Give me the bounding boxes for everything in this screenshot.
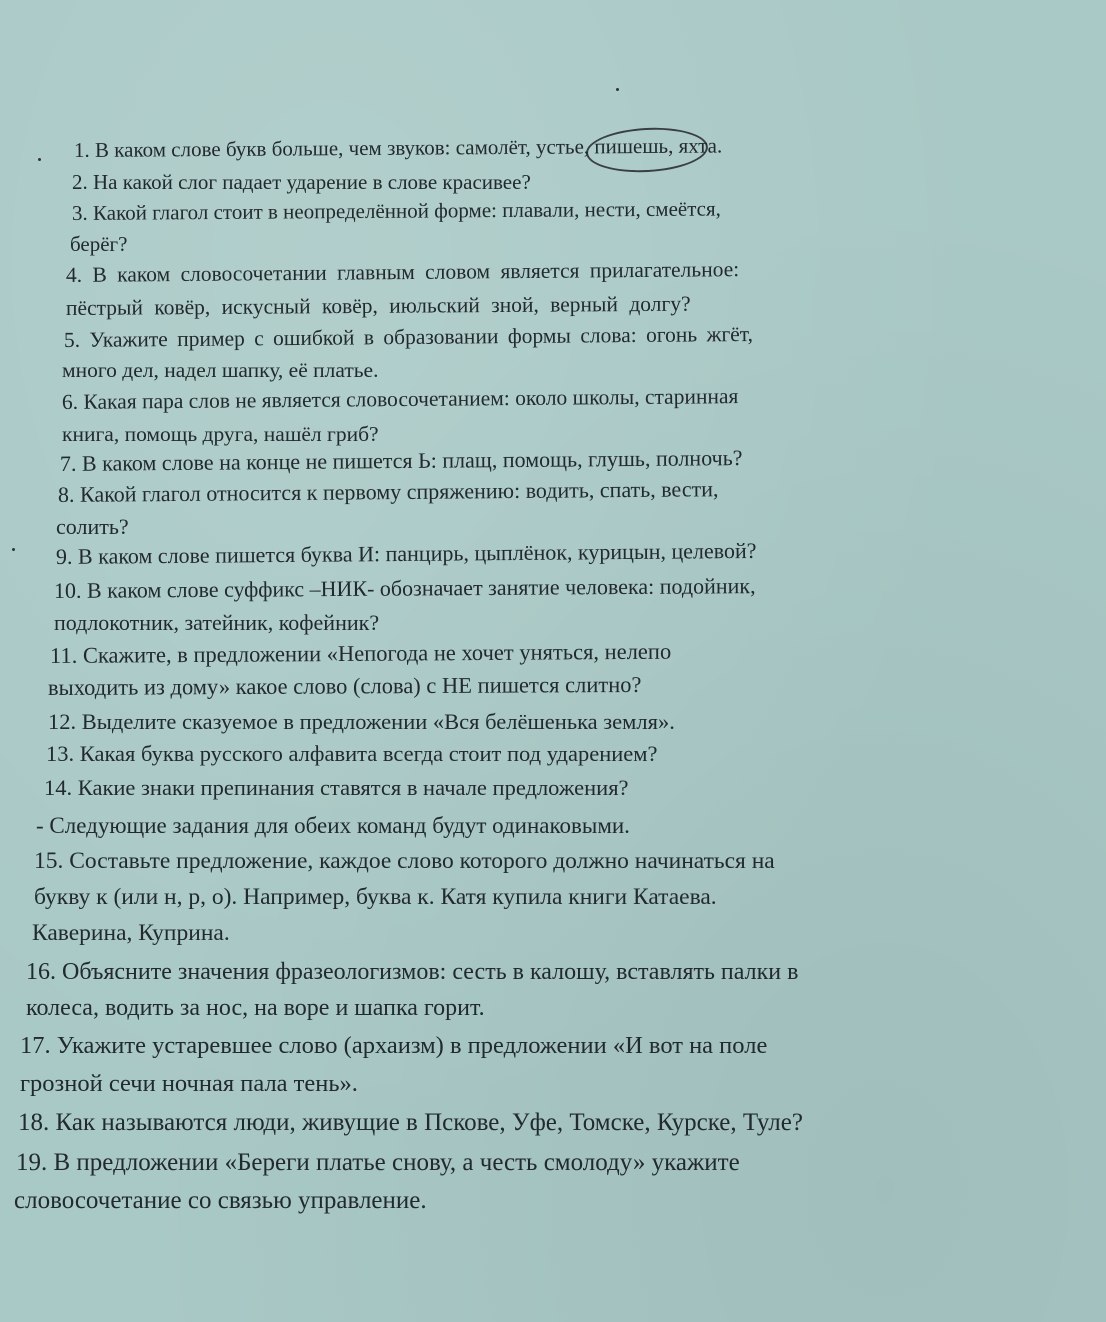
question-line: букву к (или н, р, о). Например, буква к. Катя купила книги Катаева. [34, 884, 717, 910]
question-line: 15. Составьте предложение, каждое слово которого должно начинаться на [34, 848, 775, 874]
question-line: выходить из дому» какое слово (слова) с НЕ пишется слитно? [47, 671, 642, 700]
question-line: грозной сечи ночная пала тень». [20, 1070, 358, 1097]
question-line: солить? [56, 514, 129, 539]
question-line: 19. В предложении «Береги платье снову, а честь смолоду» укажите [16, 1149, 740, 1176]
question-line: 11. Скажите, в предложении «Непогода не хочет уняться, нелепо [49, 638, 672, 668]
margin-dot [38, 158, 41, 161]
question-line: подлокотник, затейник, кофейник? [54, 610, 380, 635]
question-line: 1. В каком слове букв больше, чем звуков: самолёт, устье, пишешь, яхта. [73, 133, 723, 162]
question-line: 16. Объясните значения фразеологизмов: сесть в калошу, вставлять палки в [26, 959, 799, 985]
question-line: Каверина, Куприна. [32, 920, 230, 946]
instruction-line: - Следующие задания для обеих команд будут одинаковыми. [36, 813, 630, 838]
question-line: 6. Какая пара слов не является словосочетанием: около школы, старинная [61, 384, 739, 414]
question-line: 18. Как называются люди, живущие в Пскове, Уфе, Томске, Курске, Туле? [18, 1109, 803, 1136]
question-line: 13. Какая буква русского алфавита всегда стоит под ударением? [46, 741, 658, 766]
question-line: 4. В каком словосочетании главным словом является прилагательное: [65, 257, 740, 287]
question-line: 2. На какой слог падает ударение в слове красивее? [72, 170, 531, 194]
question-line: берёг? [70, 232, 128, 256]
question-line: 12. Выделите сказуемое в предложении «Вся белёшенька земля». [48, 709, 675, 734]
question-line: 8. Какой глагол относится к первому спряжению: водить, спать, вести, [57, 476, 719, 507]
margin-dot [12, 548, 15, 551]
question-line: колеса, водить за нос, на воре и шапка горит. [26, 995, 485, 1021]
question-line: 9. В каком слове пишется буква И: панцирь, цыплёнок, курицын, целевой? [55, 537, 757, 569]
question-line: 14. Какие знаки препинания ставятся в начале предложения? [44, 775, 629, 800]
question-line: книга, помощь друга, нашёл гриб? [62, 422, 379, 446]
question-line: 3. Какой глагол стоит в неопределённой форме: плавали, нести, смеётся, [71, 196, 721, 225]
question-line: много дел, надел шапку, её платье. [62, 358, 379, 382]
speck-mark [616, 88, 619, 91]
question-line: 17. Укажите устаревшее слово (архаизм) в предложении «И вот на поле [20, 1032, 768, 1059]
question-line: пёстрый ковёр, искусный ковёр, июльский зной, верный долгу? [65, 291, 691, 320]
question-line: словосочетание со связью управление. [14, 1187, 427, 1214]
question-line: 7. В каком слове на конце не пишется Ь: плащ, помощь, глушь, полночь? [59, 445, 743, 476]
question-line: 10. В каком слове суффикс –НИК- обозначает занятие человека: подойник, [53, 573, 756, 603]
question-line: 5. Укажите пример с ошибкой в образовании формы слова: огонь жгёт, [63, 321, 754, 352]
